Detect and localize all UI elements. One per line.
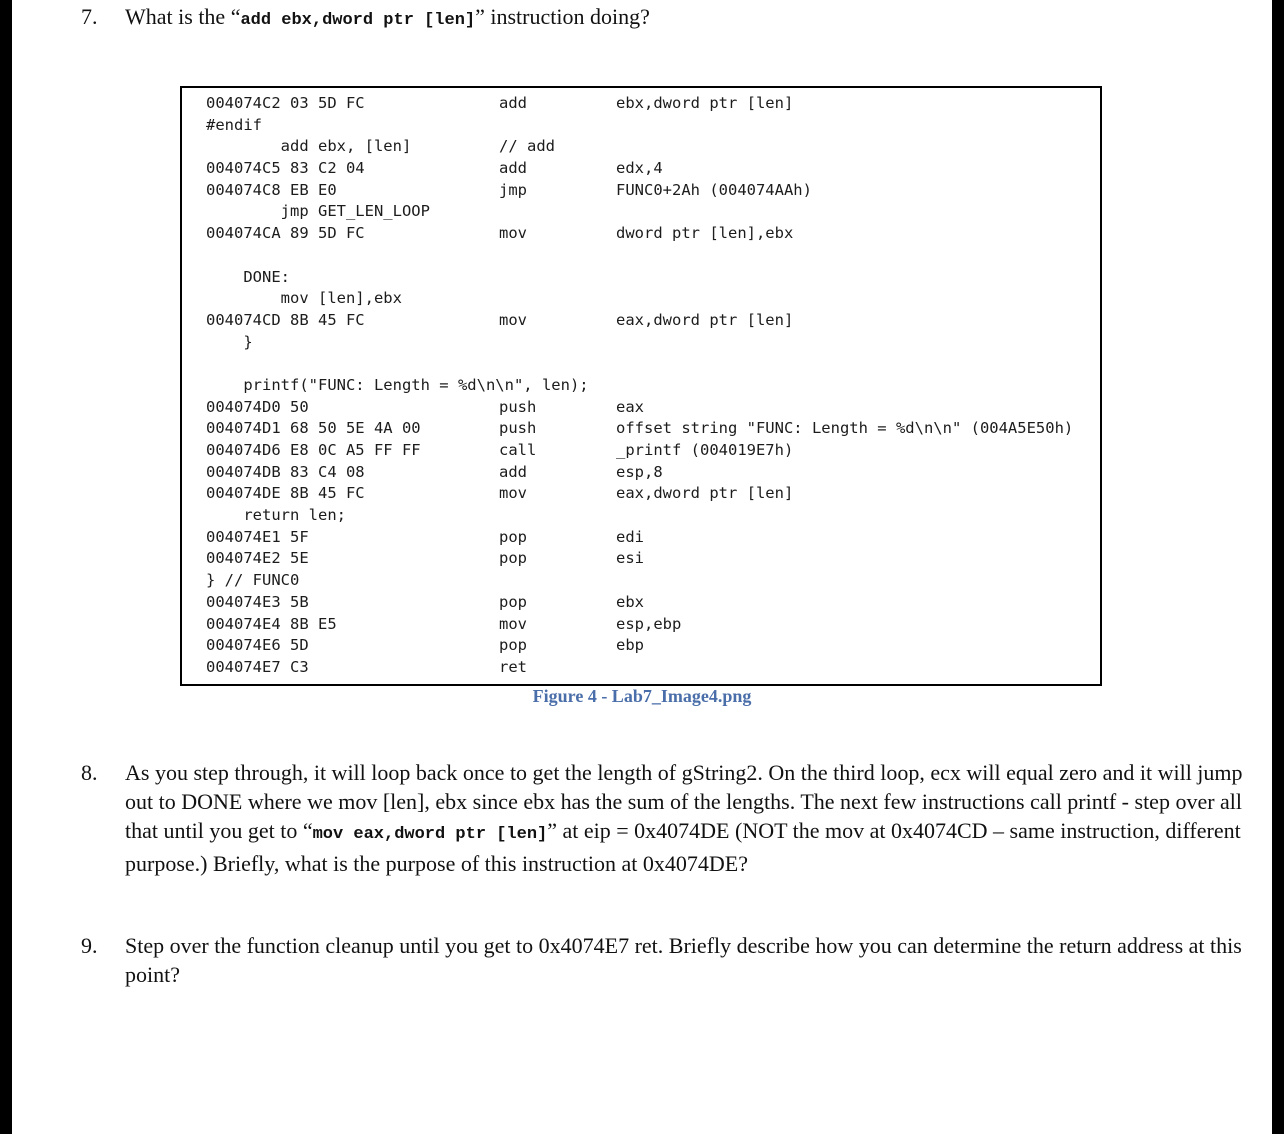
disasm-line (206, 615, 1102, 637)
disasm-line (206, 354, 1102, 376)
disasm-line (206, 398, 1102, 420)
disasm-operands: esi (616, 549, 644, 568)
question-text (125, 758, 1261, 878)
disasm-mnemonic: ret (499, 657, 527, 676)
disasm-address-bytes: 004074CD 8B 45 FC (206, 310, 365, 329)
disasm-line (206, 593, 1102, 615)
disasm-operands: eax,dword ptr [len] (616, 310, 794, 329)
question-text-before: As you step through, it will loop back once to get the length of gString2. On the third loop, ecx will equal zero and it will jump out to DONE where we mov [len], ebx since ebx has the sum of the lengths. The next few instructions call printf - step over all that until you get to “ (125, 760, 1243, 843)
disasm-mnemonic: jmp (499, 180, 527, 199)
disasm-line (206, 116, 1102, 138)
disasm-address-bytes: 004074C2 03 5D FC (206, 94, 365, 112)
disasm-line (206, 137, 1102, 159)
question-number: 7. (81, 4, 98, 29)
disasm-address-bytes: 004074E1 5F (206, 527, 309, 546)
question-prefix: What is the “ (125, 4, 241, 29)
disasm-line (206, 419, 1102, 441)
disasm-address-bytes: } (206, 332, 253, 351)
question-text: Step over the function cleanup until you get to 0x4074E7 ret. Briefly describe how you can determine the return address at this point? (125, 933, 1242, 987)
disasm-line (206, 159, 1102, 181)
disasm-mnemonic: mov (499, 614, 527, 633)
figure-caption: Figure 4 - Lab7_Image4.png (532, 686, 752, 706)
disasm-address-bytes: 004074D1 68 50 5E 4A 00 (206, 419, 421, 438)
disasm-line (206, 289, 1102, 311)
disasm-line (206, 268, 1102, 290)
disasm-line (206, 311, 1102, 333)
question-text-after: ” at eip = 0x4074DE (NOT the mov at 0x4074CD – same instruction, different purpose.) Briefly, what is the purpose of this instruction at 0x4074DE? (125, 818, 1241, 876)
disasm-address-bytes: printf("FUNC: Length = %d\n\n", len); (206, 375, 589, 394)
question-number: 8. (81, 760, 98, 785)
question-suffix: ” instruction doing? (475, 4, 650, 29)
disasm-operands: esp,ebp (616, 614, 682, 633)
disassembly-figure (180, 86, 1102, 686)
disasm-operands: esp,8 (616, 462, 663, 481)
disasm-address-bytes: mov [len],ebx (206, 289, 402, 308)
disasm-mnemonic: // add (499, 137, 555, 156)
disassembly-listing (206, 94, 1102, 680)
disasm-line (206, 636, 1102, 658)
inline-code: add ebx,dword ptr [len] (240, 11, 476, 30)
disasm-operands: dword ptr [len],ebx (616, 224, 794, 243)
disasm-operands: eax (616, 397, 644, 416)
disasm-operands: ebp (616, 636, 644, 655)
disasm-address-bytes: 004074CA 89 5D FC (206, 224, 365, 243)
disasm-mnemonic: pop (499, 592, 527, 611)
disasm-line (206, 549, 1102, 571)
disasm-line (206, 224, 1102, 246)
disasm-line (206, 94, 1102, 116)
disasm-address-bytes: 004074DB 83 C4 08 (206, 462, 365, 481)
disasm-line (206, 333, 1102, 355)
disasm-operands: eax,dword ptr [len] (616, 484, 794, 503)
disasm-mnemonic: pop (499, 527, 527, 546)
question-text (125, 2, 1261, 35)
document-page (12, 0, 1272, 1134)
disasm-line (206, 571, 1102, 593)
disasm-line (206, 463, 1102, 485)
disasm-address-bytes: add ebx, [len] (206, 137, 412, 156)
disasm-mnemonic: push (499, 419, 537, 438)
question-number: 9. (81, 933, 98, 958)
disasm-operands: FUNC0+2Ah (004074AAh) (616, 180, 812, 199)
disasm-mnemonic: add (499, 94, 527, 112)
disasm-address-bytes: } // FUNC0 (206, 571, 300, 590)
disasm-address-bytes: 004074D0 50 (206, 397, 309, 416)
disasm-mnemonic: mov (499, 484, 527, 503)
disasm-address-bytes: 004074D6 E8 0C A5 FF FF (206, 441, 421, 459)
disasm-operands: _printf (004019E7h) (616, 441, 794, 459)
disasm-line (206, 376, 1102, 398)
disasm-line (206, 506, 1102, 528)
disasm-address-bytes: DONE: (206, 267, 290, 286)
disasm-address-bytes: 004074E3 5B (206, 592, 309, 611)
disasm-address-bytes: 004074E4 8B E5 (206, 614, 337, 633)
disasm-address-bytes: 004074DE 8B 45 FC (206, 484, 365, 503)
disasm-line (206, 202, 1102, 224)
disasm-address-bytes: #endif (206, 115, 262, 134)
disasm-mnemonic: push (499, 397, 537, 416)
disasm-address-bytes: return len; (206, 506, 346, 525)
disasm-operands: edx,4 (616, 159, 663, 178)
disasm-address-bytes: 004074C8 EB E0 (206, 180, 337, 199)
disasm-mnemonic: mov (499, 310, 527, 329)
disasm-operands: offset string "FUNC: Length = %d\n\n" (004A5E50h) (616, 419, 1074, 438)
disasm-line (206, 246, 1102, 268)
disasm-address-bytes: 004074E7 C3 (206, 657, 309, 676)
disasm-mnemonic: pop (499, 549, 527, 568)
disasm-line (206, 484, 1102, 506)
disasm-address-bytes: 004074C5 83 C2 04 (206, 159, 365, 178)
disasm-operands: ebx (616, 592, 644, 611)
disasm-mnemonic: pop (499, 636, 527, 655)
disasm-address-bytes: 004074E6 5D (206, 636, 309, 655)
disasm-address-bytes: jmp GET_LEN_LOOP (206, 202, 430, 221)
disasm-mnemonic: add (499, 159, 527, 178)
disasm-line (206, 658, 1102, 680)
inline-code: mov eax,dword ptr [len] (312, 825, 548, 844)
disasm-line (206, 181, 1102, 203)
disasm-line (206, 441, 1102, 463)
disasm-operands: edi (616, 527, 644, 546)
disasm-operands: ebx,dword ptr [len] (616, 94, 794, 112)
disasm-mnemonic: add (499, 462, 527, 481)
disasm-mnemonic: call (499, 441, 537, 459)
disasm-mnemonic: mov (499, 224, 527, 243)
disasm-address-bytes: 004074E2 5E (206, 549, 309, 568)
disasm-line (206, 528, 1102, 550)
